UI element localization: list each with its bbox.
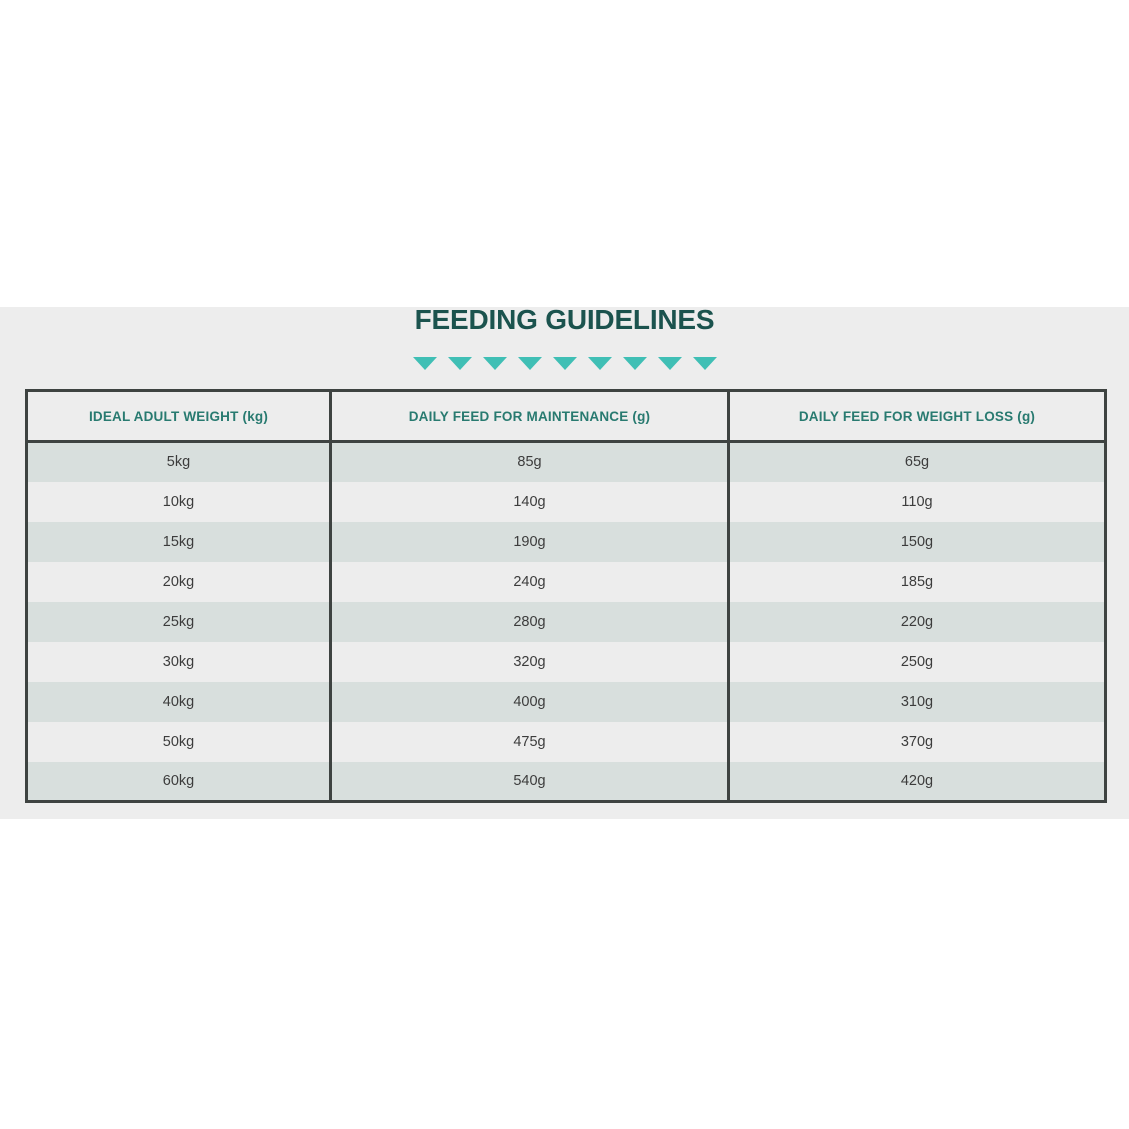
maintenance-cell: 400g xyxy=(331,682,729,722)
weight-cell: 15kg xyxy=(27,522,331,562)
weight-cell: 30kg xyxy=(27,642,331,682)
maintenance-cell: 240g xyxy=(331,562,729,602)
weight-cell: 5kg xyxy=(27,442,331,482)
column-header-maintenance: DAILY FEED FOR MAINTENANCE (g) xyxy=(331,391,729,442)
triangle-down-icon xyxy=(658,357,682,370)
triangle-down-icon xyxy=(518,357,542,370)
triangle-down-icon xyxy=(483,357,507,370)
table-row xyxy=(27,522,1106,562)
weight-loss-cell: 185g xyxy=(729,562,1106,602)
weight-cell: 40kg xyxy=(27,682,331,722)
column-header-weight-loss: DAILY FEED FOR WEIGHT LOSS (g) xyxy=(729,391,1106,442)
triangle-down-icon xyxy=(413,357,437,370)
table-row xyxy=(27,722,1106,762)
weight-loss-cell: 250g xyxy=(729,642,1106,682)
triangle-down-icon xyxy=(623,357,647,370)
feeding-guidelines-section xyxy=(0,304,1129,819)
weight-loss-cell: 370g xyxy=(729,722,1106,762)
weight-loss-cell: 310g xyxy=(729,682,1106,722)
weight-cell: 25kg xyxy=(27,602,331,642)
weight-cell: 50kg xyxy=(27,722,331,762)
table-row xyxy=(27,562,1106,602)
triangle-down-icon xyxy=(588,357,612,370)
maintenance-cell: 475g xyxy=(331,722,729,762)
maintenance-cell: 85g xyxy=(331,442,729,482)
maintenance-cell: 280g xyxy=(331,602,729,642)
table-row xyxy=(27,602,1106,642)
table-row xyxy=(27,762,1106,802)
table-row xyxy=(27,442,1106,482)
maintenance-cell: 540g xyxy=(331,762,729,802)
triangle-down-icon xyxy=(693,357,717,370)
weight-cell: 20kg xyxy=(27,562,331,602)
table-row xyxy=(27,482,1106,522)
triangle-down-icon xyxy=(553,357,577,370)
table-row xyxy=(27,682,1106,722)
weight-loss-cell: 110g xyxy=(729,482,1106,522)
maintenance-cell: 190g xyxy=(331,522,729,562)
maintenance-cell: 320g xyxy=(331,642,729,682)
header-row xyxy=(27,391,1106,442)
feeding-guidelines-table xyxy=(25,389,1107,803)
weight-loss-cell: 150g xyxy=(729,522,1106,562)
weight-cell: 10kg xyxy=(27,482,331,522)
triangle-down-icon xyxy=(448,357,472,370)
table-row xyxy=(27,642,1106,682)
page-title: FEEDING GUIDELINES xyxy=(414,304,715,335)
weight-loss-cell: 420g xyxy=(729,762,1106,802)
column-header-ideal-weight: IDEAL ADULT WEIGHT (kg) xyxy=(27,391,331,442)
weight-cell: 60kg xyxy=(27,762,331,802)
weight-loss-cell: 65g xyxy=(729,442,1106,482)
weight-loss-cell: 220g xyxy=(729,602,1106,642)
maintenance-cell: 140g xyxy=(331,482,729,522)
triangles-divider xyxy=(0,357,1129,370)
